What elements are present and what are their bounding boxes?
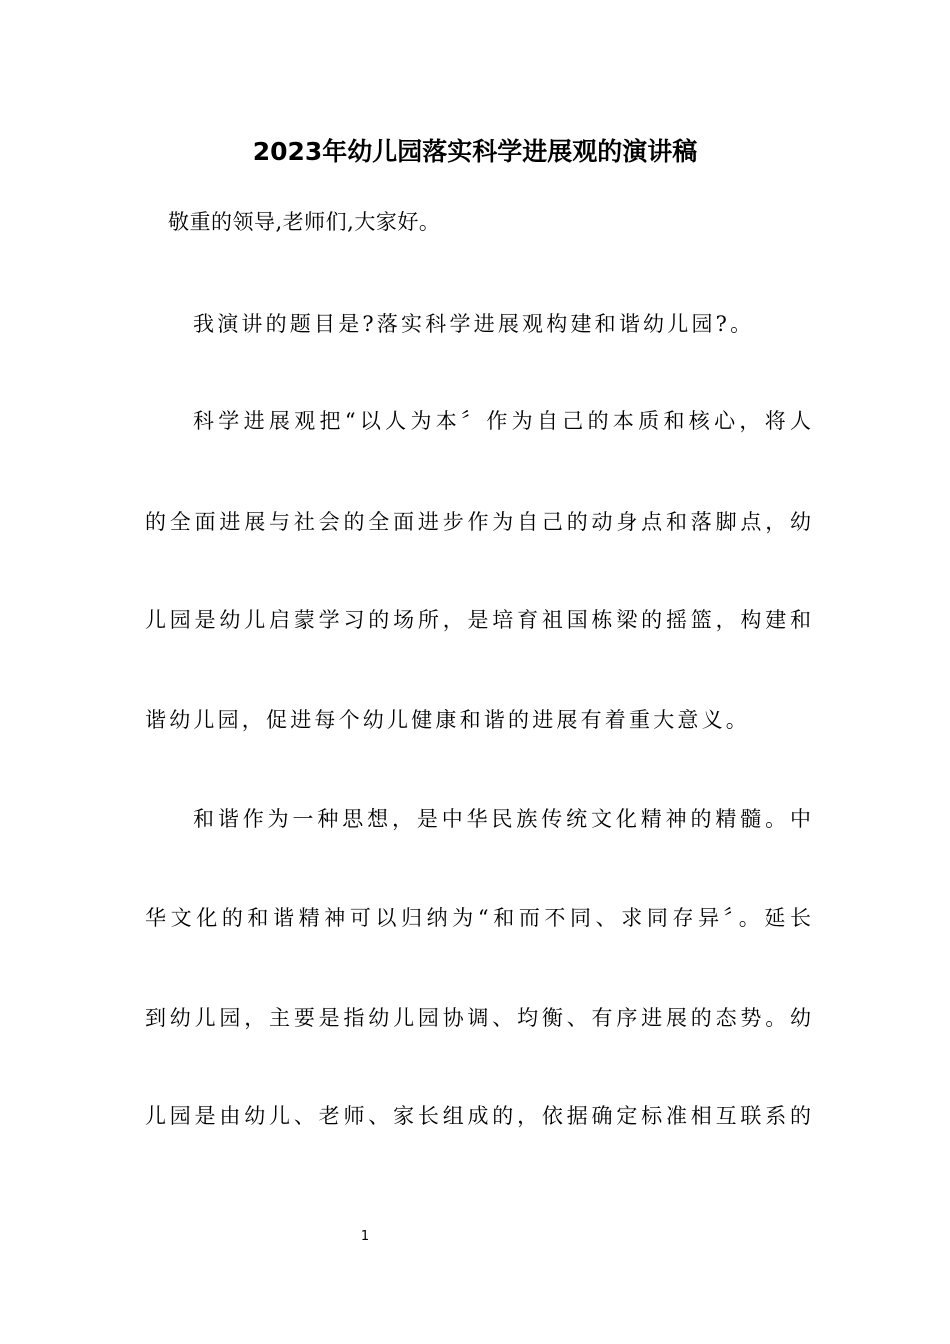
paragraph-line: 谐幼儿园，促进每个幼儿健康和谐的进展有着重大意义。: [145, 708, 750, 732]
paragraph-line: 和谐作为一种思想，是中华民族传统文化精神的精髓。中: [193, 807, 811, 831]
greeting-line: 敬重的领导,老师们,大家好。: [168, 210, 441, 234]
paragraph-line: 儿园是由幼儿、老师、家长组成的，依据确定标准相互联系的: [145, 1104, 811, 1128]
paragraph-line: 科学进展观把“以人为本〞作为自己的本质和核心，将人: [193, 409, 811, 433]
paragraph-line: 的全面进展与社会的全面进步作为自己的动身点和落脚点，幼: [145, 510, 811, 534]
paragraph-line: 到幼儿园，主要是指幼儿园协调、均衡、有序进展的态势。幼: [145, 1006, 811, 1030]
document-title: 2023年幼儿园落实科学进展观的演讲稿: [252, 137, 698, 166]
paragraph-line: 儿园是幼儿启蒙学习的场所，是培育祖国栋梁的摇篮，构建和: [145, 608, 811, 632]
page-number: 1: [360, 1229, 370, 1244]
paragraph-line: 华文化的和谐精神可以归纳为“和而不同、求同存异〞。延长: [145, 906, 811, 930]
topic-line: 我演讲的题目是?落实科学进展观构建和谐幼儿园?。: [193, 312, 755, 336]
